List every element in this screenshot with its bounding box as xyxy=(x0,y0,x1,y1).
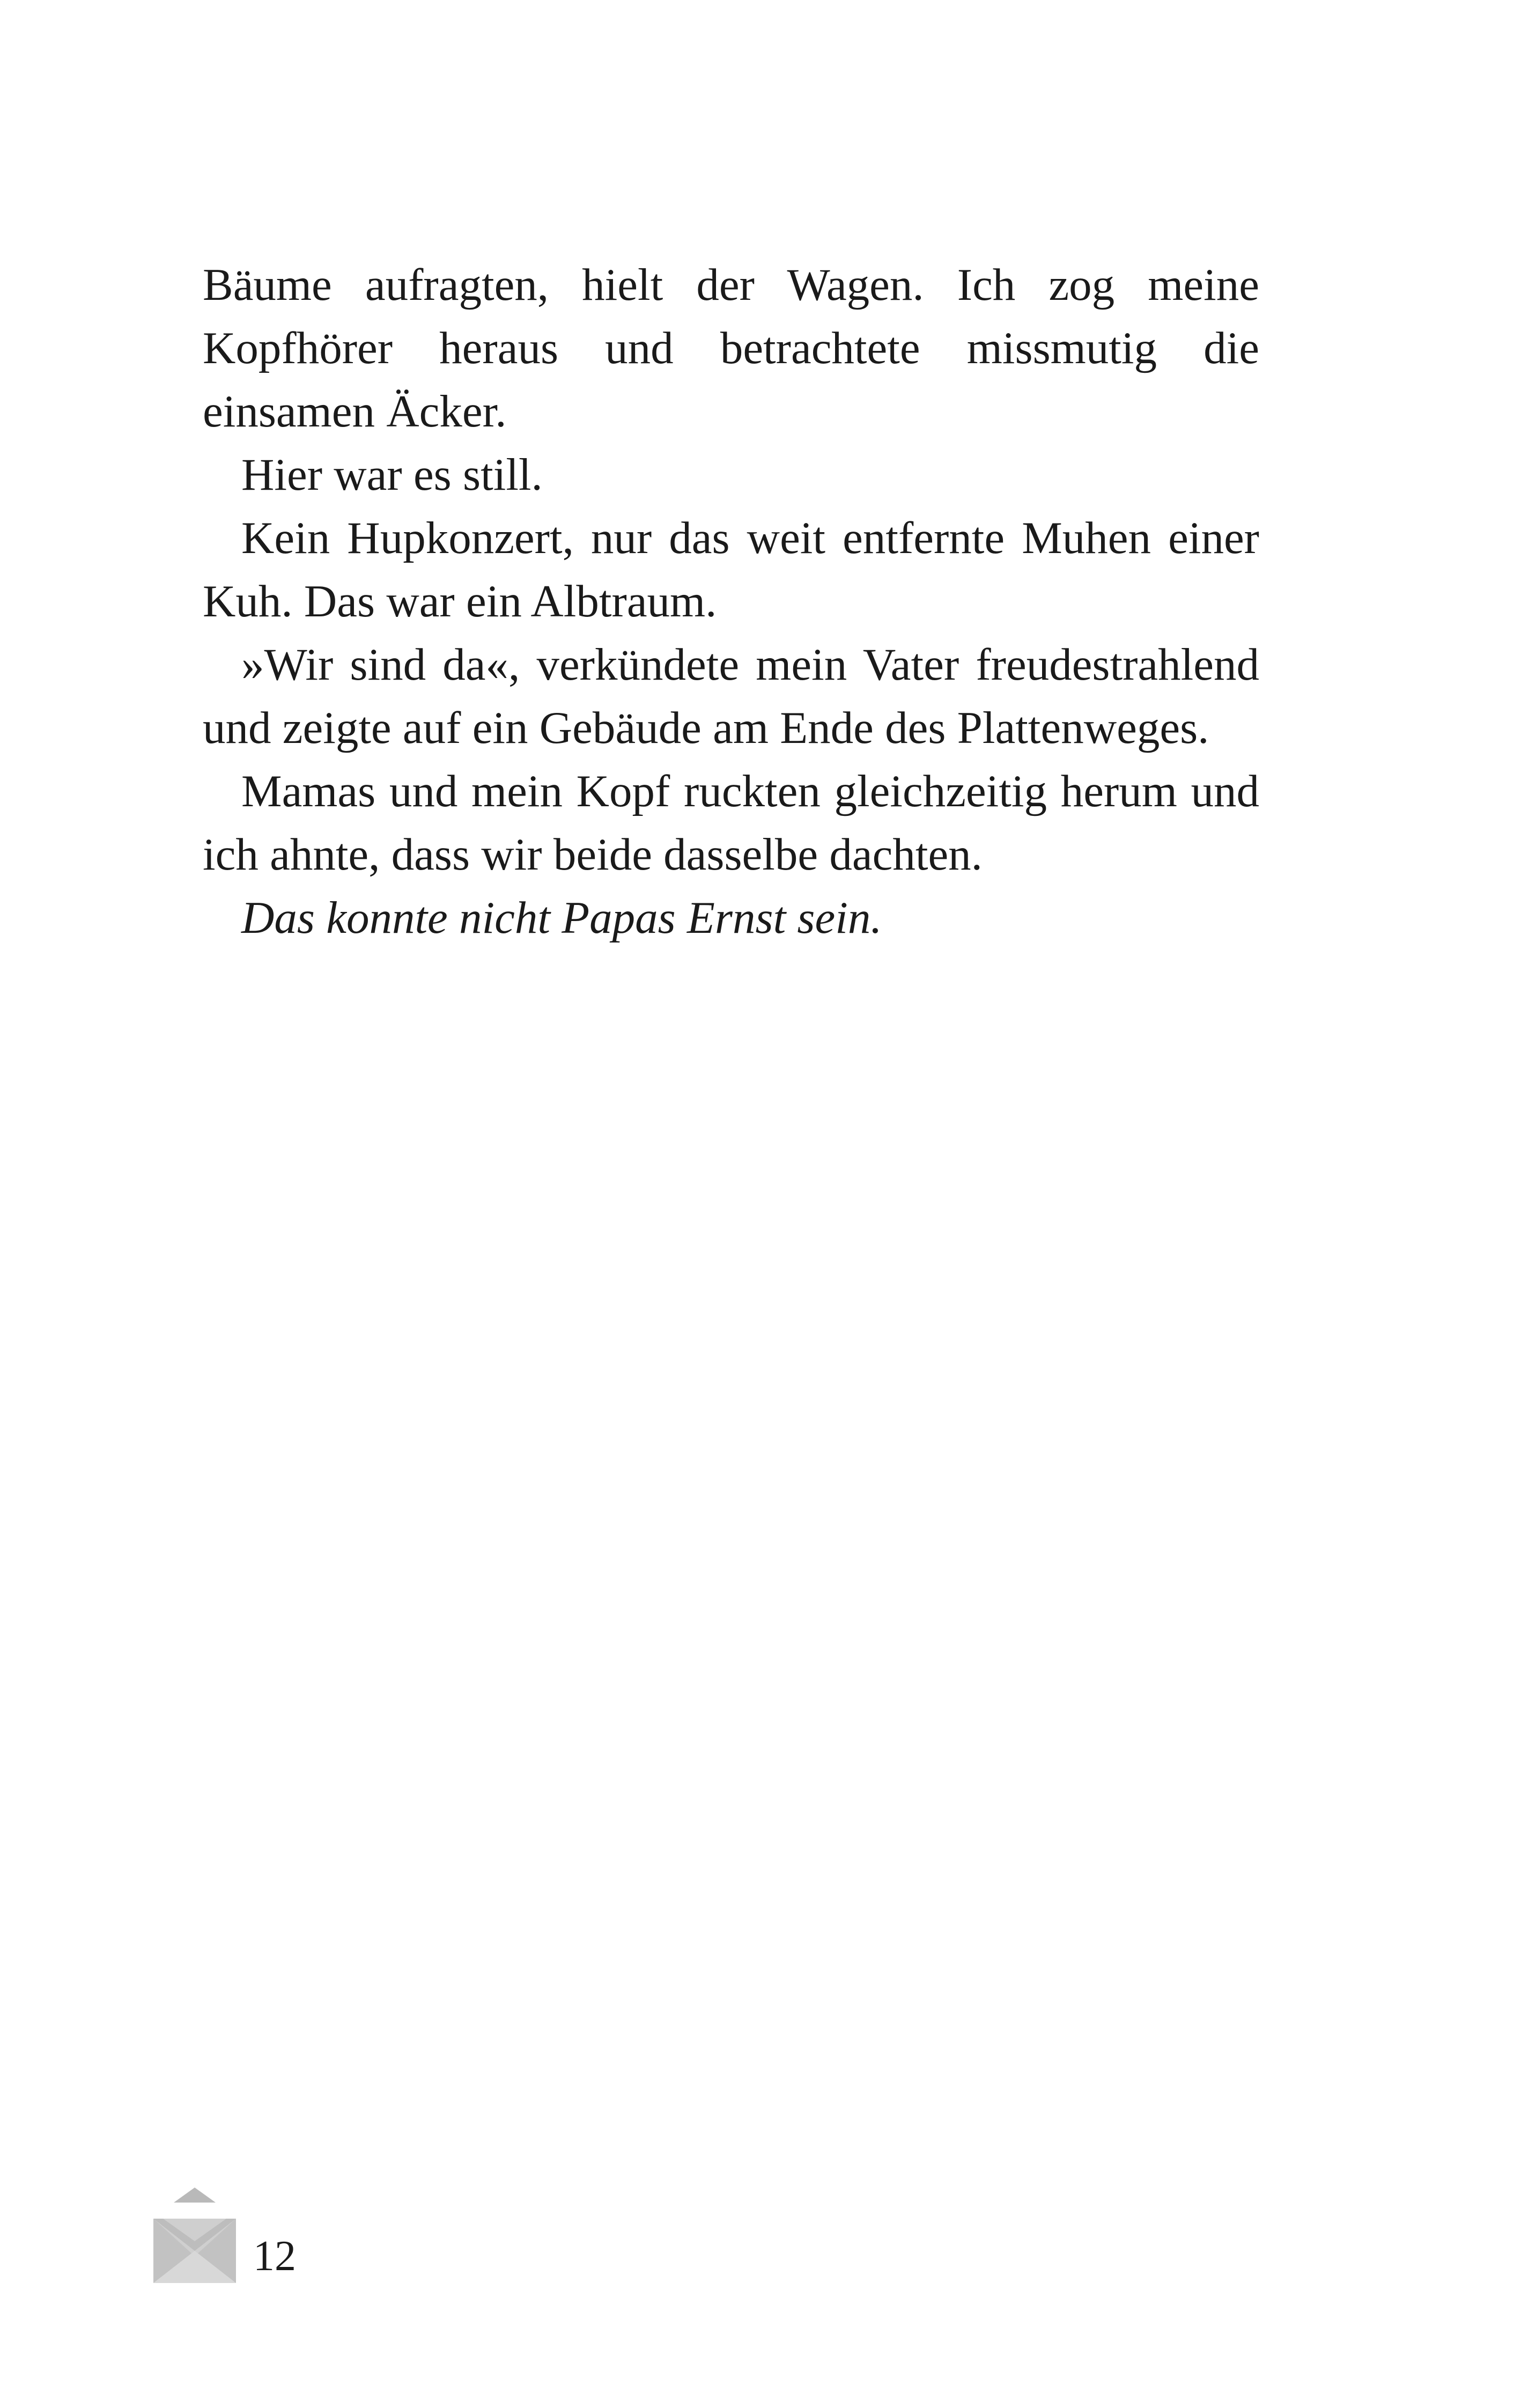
page-number: 12 xyxy=(253,2233,296,2280)
paragraph: Mamas und mein Kopf ruckten gleichzeitig herum und ich ahnte, dass wir beide dasselbe dachten. xyxy=(203,766,1259,880)
paragraph: »Wir sind da«, verkündete mein Vater freudestrahlend und zeigte auf ein Gebäude am Ende des Plattenweges. xyxy=(203,639,1259,753)
paragraph: Bäume aufragten, hielt der Wagen. Ich zog meine Kopfhörer heraus und betrachtete missmutig die einsamen Äcker. xyxy=(203,260,1259,437)
page-body xyxy=(203,253,1259,949)
envelope-icon xyxy=(151,2188,238,2285)
page-footer xyxy=(151,2178,366,2285)
paragraph: Kein Hupkonzert, nur das weit entfernte Muhen einer Kuh. Das war ein Albtraum. xyxy=(203,513,1259,627)
paragraph-italic: Das konnte nicht Papas Ernst sein. xyxy=(241,893,882,943)
paragraph: Hier war es still. xyxy=(241,450,543,500)
